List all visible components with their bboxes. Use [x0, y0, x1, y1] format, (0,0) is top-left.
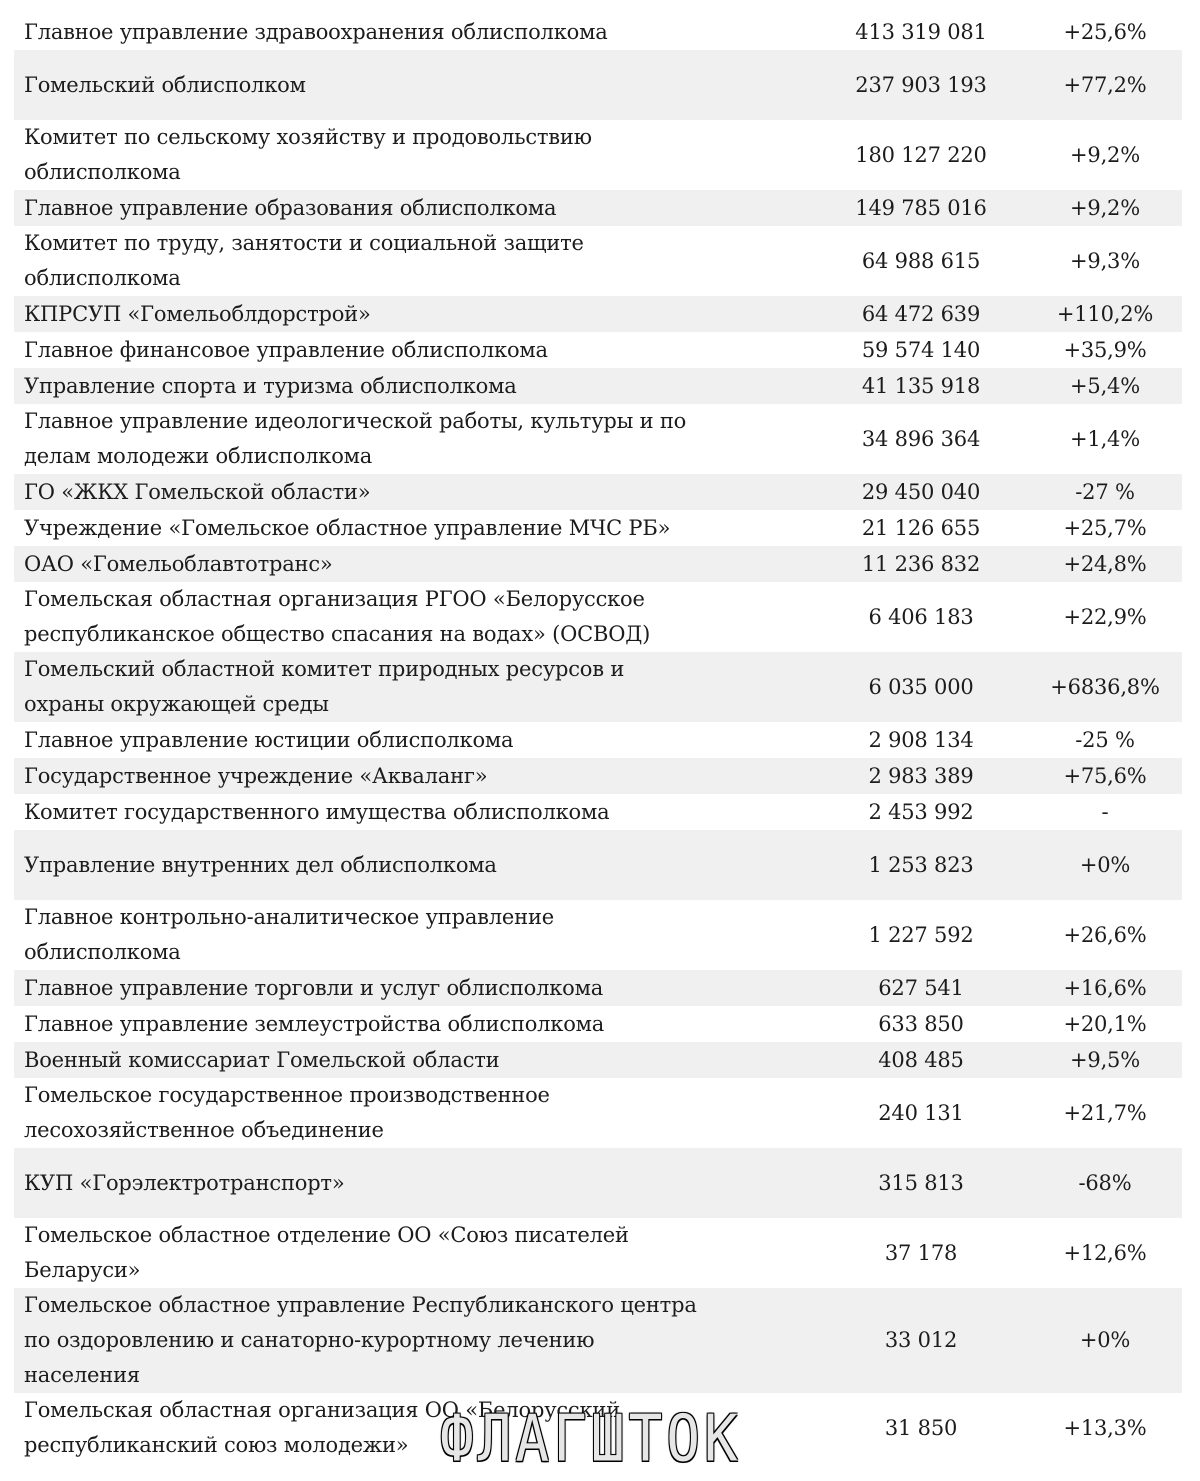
org-name: Гомельское государственное производственное лесохозяйственное объединение: [24, 1083, 550, 1142]
amount: 2 908 134: [868, 727, 974, 752]
change-percent: +22,9%: [1063, 604, 1147, 629]
amount: 315 813: [878, 1170, 964, 1195]
amount: 31 850: [884, 1415, 958, 1440]
change-percent: +35,9%: [1063, 337, 1147, 362]
org-name: Управление внутренних дел облисполкома: [24, 852, 497, 877]
org-name: Главное управление здравоохранения облисполкома: [24, 19, 608, 44]
org-name: Военный комиссариат Гомельской области: [24, 1047, 500, 1072]
table-row: [14, 722, 1182, 758]
change-percent: +20,1%: [1063, 1011, 1147, 1036]
amount: 37 178: [884, 1240, 958, 1265]
org-name: ОАО «Гомельоблавтотранс»: [24, 551, 333, 576]
amount: 34 896 364: [861, 426, 981, 451]
change-percent: +9,2%: [1070, 142, 1140, 167]
watermark-logo: ФЛАГШТОК: [440, 1402, 742, 1477]
amount: 240 131: [878, 1100, 964, 1125]
org-name: Главное управление землеустройства облисполкома: [24, 1011, 605, 1036]
amount: 64 988 615: [861, 248, 981, 273]
change-percent: -27 %: [1075, 479, 1135, 504]
change-percent: +110,2%: [1056, 301, 1154, 326]
org-name: Комитет по сельскому хозяйству и продовольствию облисполкома: [24, 125, 592, 184]
org-name: Гомельская областная организация ОО «Белорусский республиканский союз молодежи»: [24, 1398, 621, 1457]
table-row: [14, 900, 1182, 970]
table-row: [14, 474, 1182, 510]
table-row: [14, 1148, 1182, 1218]
change-percent: -68%: [1078, 1170, 1132, 1195]
table-row: [14, 296, 1182, 332]
change-percent: +9,5%: [1070, 1047, 1140, 1072]
change-percent: +9,3%: [1070, 248, 1140, 273]
change-percent: +21,7%: [1063, 1100, 1147, 1125]
table-row: [14, 652, 1182, 722]
table-row: [14, 510, 1182, 546]
amount: 1 227 592: [868, 922, 974, 947]
change-percent: +6836,8%: [1050, 674, 1160, 699]
table-row: [14, 404, 1182, 474]
change-percent: +25,6%: [1063, 19, 1147, 44]
amount: 627 541: [878, 975, 964, 1000]
amount: 180 127 220: [855, 142, 987, 167]
table-row: [14, 794, 1182, 830]
org-name: КПРСУП «Гомельоблдорстрой»: [24, 301, 371, 326]
change-percent: -25 %: [1075, 727, 1135, 752]
table-row: [14, 582, 1182, 652]
amount: 6 035 000: [868, 674, 974, 699]
org-name: Главное управление идеологической работы, культуры и по делам молодежи облисполкома: [24, 409, 687, 468]
amount: 33 012: [884, 1328, 958, 1352]
table-row: [14, 190, 1182, 226]
table-row: [14, 14, 1182, 50]
org-name: Главное контрольно-аналитическое управление облисполкома: [24, 905, 554, 964]
table-row: [14, 120, 1182, 190]
change-percent: +9,2%: [1070, 195, 1140, 220]
org-name: Государственное учреждение «Акваланг»: [24, 763, 488, 788]
table-row: [14, 1288, 1182, 1393]
table-row: [14, 970, 1182, 1006]
amount: 41 135 918: [861, 373, 981, 398]
change-percent: +1,4%: [1070, 426, 1140, 451]
change-percent: +75,6%: [1063, 763, 1147, 788]
amount: 408 485: [878, 1047, 964, 1072]
amount: 2 983 389: [868, 763, 974, 788]
amount: 64 472 639: [861, 301, 981, 326]
org-name: Комитет по труду, занятости и социальной защите облисполкома: [24, 231, 584, 290]
org-name: Главное управление торговли и услуг облисполкома: [24, 975, 604, 1000]
amount: 237 903 193: [855, 72, 987, 97]
change-percent: +16,6%: [1063, 975, 1147, 1000]
change-percent: +26,6%: [1063, 922, 1147, 947]
amount: 413 319 081: [855, 19, 987, 44]
org-name: Гомельское областное управление Республиканского центра по оздоровлению и санаторно-курортному лечению населения: [24, 1293, 697, 1387]
table-row: [14, 830, 1182, 900]
org-name: Гомельский облисполком: [24, 72, 306, 97]
org-name: КУП «Горэлектротранспорт»: [24, 1170, 345, 1195]
org-name: Гомельский областной комитет природных ресурсов и охраны окружающей среды: [24, 657, 625, 716]
table-row: [14, 1218, 1182, 1288]
change-percent: +12,6%: [1063, 1240, 1147, 1265]
amount: 21 126 655: [861, 515, 981, 540]
table-row: [14, 368, 1182, 404]
org-name: Комитет государственного имущества облисполкома: [24, 799, 610, 824]
org-name: Главное управление юстиции облисполкома: [24, 727, 514, 752]
amount: 1 253 823: [868, 852, 974, 877]
amount: 29 450 040: [861, 479, 981, 504]
org-name: Гомельская областная организация РГОО «Белорусское республиканское общество спасания на водах» (ОСВОД): [24, 587, 651, 646]
org-name: Главное финансовое управление облисполкома: [24, 337, 548, 362]
change-percent: +0%: [1079, 852, 1131, 877]
change-percent: +0%: [1079, 1328, 1131, 1352]
table-row: [14, 1393, 1182, 1463]
org-name: ГО «ЖКХ Гомельской области»: [24, 479, 371, 504]
amount: 149 785 016: [855, 195, 987, 220]
table-row: [14, 226, 1182, 296]
org-name: Учреждение «Гомельское областное управление МЧС РБ»: [24, 515, 671, 540]
change-percent: +13,3%: [1063, 1415, 1147, 1440]
table-row: [14, 332, 1182, 368]
budget-table: [14, 14, 1182, 1463]
change-percent: +5,4%: [1070, 373, 1140, 398]
amount: 11 236 832: [861, 551, 981, 576]
table-row: [14, 546, 1182, 582]
amount: 6 406 183: [868, 604, 974, 629]
table-row: [14, 758, 1182, 794]
change-percent: +77,2%: [1063, 72, 1147, 97]
amount: 59 574 140: [861, 337, 981, 362]
table-row: [14, 1042, 1182, 1078]
table-row: [14, 50, 1182, 120]
change-percent: +25,7%: [1063, 515, 1147, 540]
org-name: Главное управление образования облисполкома: [24, 195, 557, 220]
table-row: [14, 1078, 1182, 1148]
org-name: Управление спорта и туризма облисполкома: [24, 373, 517, 398]
amount: 633 850: [878, 1011, 964, 1036]
org-name: Гомельское областное отделение ОО «Союз писателей Беларуси»: [24, 1223, 629, 1282]
table-row: [14, 1006, 1182, 1042]
change-percent: +24,8%: [1063, 551, 1147, 576]
change-percent: -: [1101, 799, 1109, 824]
amount: 2 453 992: [868, 799, 974, 824]
